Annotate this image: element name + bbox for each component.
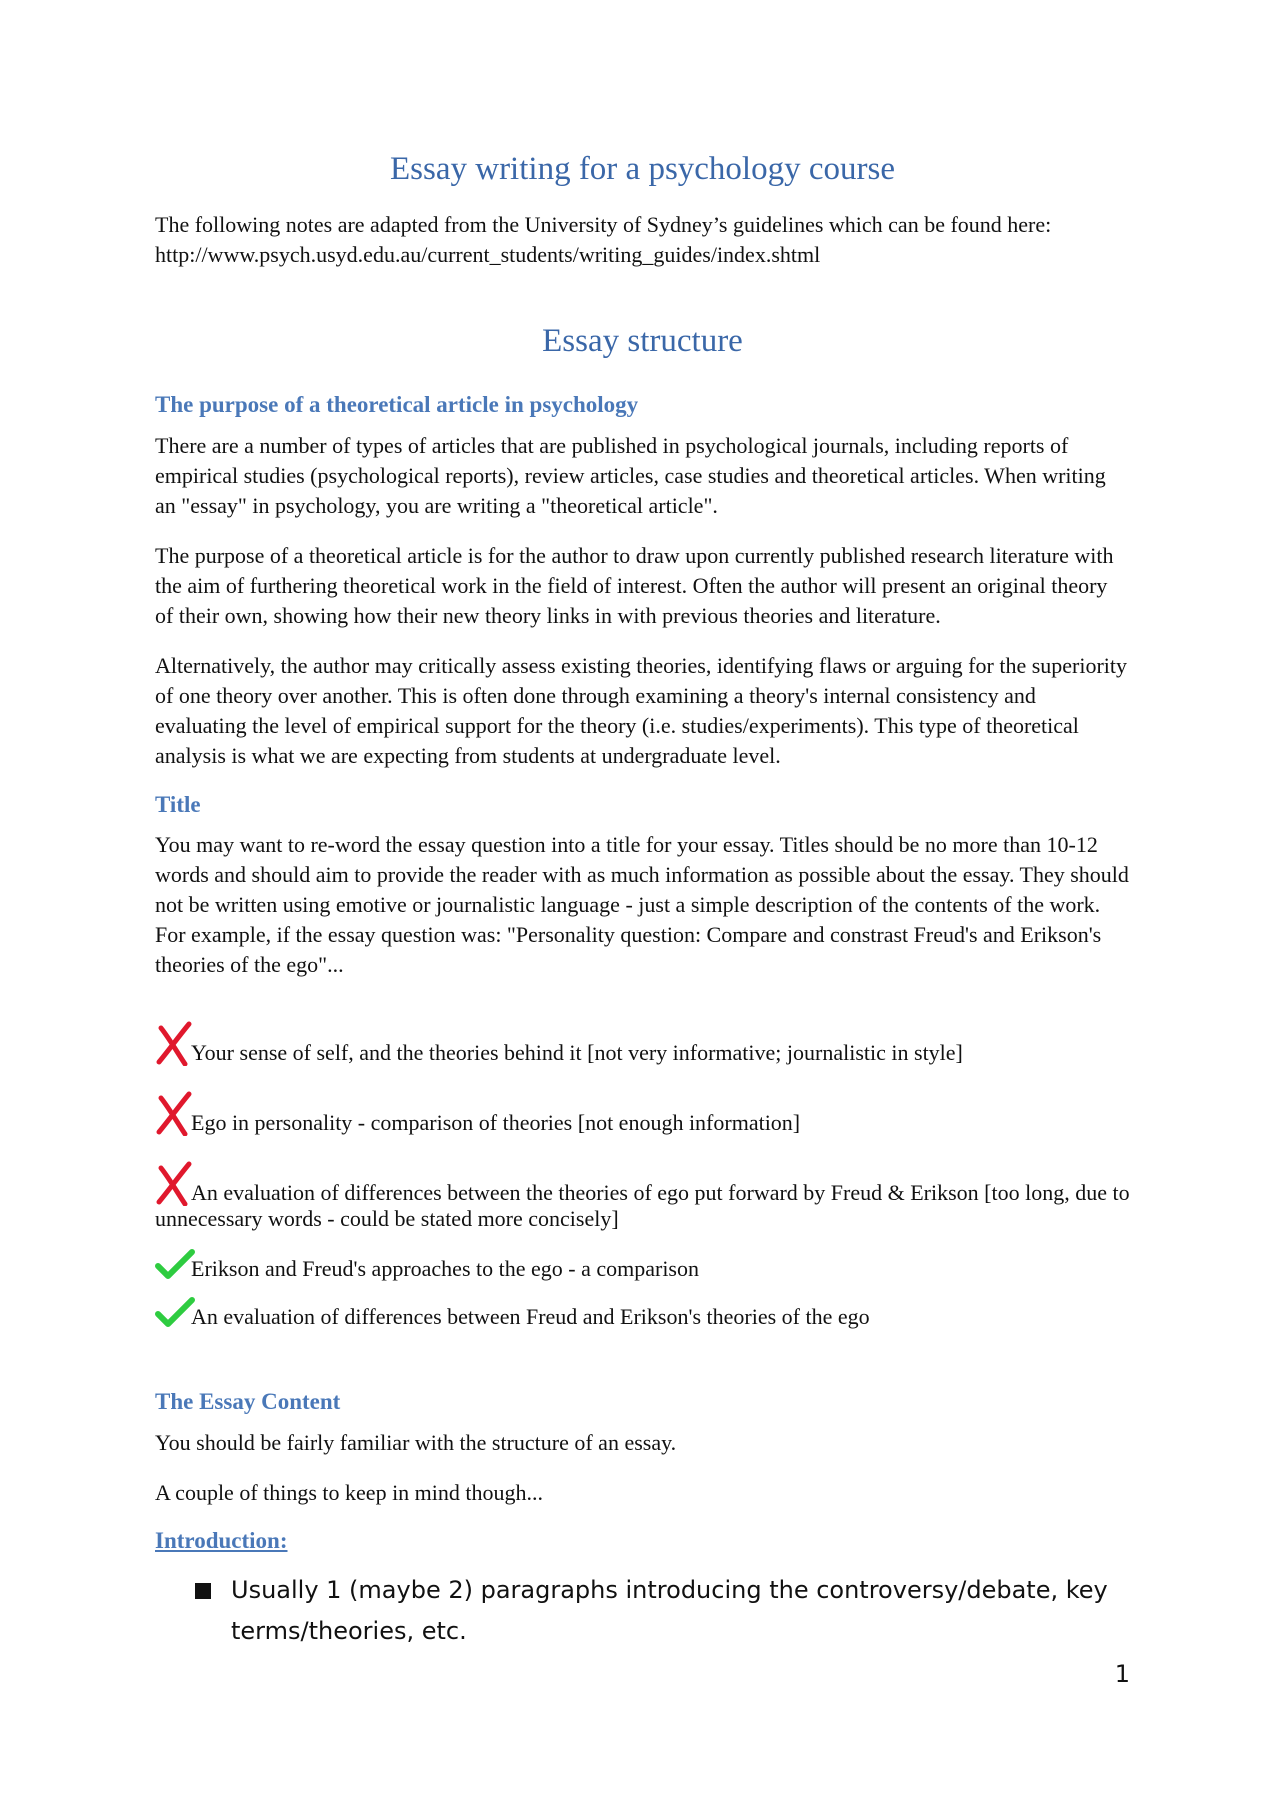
example-item [155,1020,1130,1066]
title-heading: Title [155,791,201,817]
example-text: Erikson and Freud's approaches to the ego - a comparison [191,1256,699,1282]
example-item [155,1160,1130,1232]
introduction-subheading: Introduction: [155,1527,288,1553]
content-paragraph-1: You should be fairly familiar with the structure of an essay. [155,1429,677,1455]
cross-icon [155,1090,195,1136]
purpose-paragraph-1: There are a number of types of articles that are published in psychological journals, including reports of empirical studies (psychological reports), review articles, case studies and theoretical articles. When writing an "essay" in psychology, you are writing a "theoretical article". [155,432,1106,518]
cross-icon [155,1020,195,1066]
example-item [155,1248,1130,1282]
example-item [155,1296,1130,1330]
section-title: Essay structure [542,322,743,359]
square-bullet-icon [195,1583,211,1599]
purpose-heading: The purpose of a theoretical article in psychology [155,392,639,418]
example-text: Your sense of self, and the theories behind it [not very informative; journalistic in style] [191,1040,963,1066]
example-text: An evaluation of differences between the theories of ego put forward by Freud & Erikson [too long, due to unnecessary words - could be stated more concisely] [155,1180,1130,1232]
intro-text: The following notes are adapted from the University of Sydney’s guidelines which can be found here: [155,211,1052,237]
source-url[interactable]: http://www.psych.usyd.edu.au/current_students/writing_guides/index.shtml [155,241,821,267]
document-page [155,150,1130,1652]
document-title: Essay writing for a psychology course [390,151,895,187]
example-text: Ego in personality - comparison of theories [not enough information] [191,1110,801,1136]
content-paragraph-2: A couple of things to keep in mind though... [155,1479,544,1505]
bullet-text: Usually 1 (maybe 2) paragraphs introducing the controversy/debate, key terms/theories, etc. [231,1575,1108,1645]
cross-icon [155,1160,195,1206]
purpose-paragraph-3: Alternatively, the author may critically assess existing theories, identifying flaws or arguing for the superiority of one theory over another. This is often done through examining a theory's internal consistency and evaluating the level of empirical support for the theory (i.e. studies/experiments). This type of theoretical analysis is what we are expecting from students at undergraduate level. [155,652,1128,768]
title-paragraph: You may want to re-word the essay question into a title for your essay. Titles should be no more than 10-12 words and should aim to provide the reader with as much information as possible about the essay. They should not be written using emotive or journalistic language - just a simple description of the contents of the work. For example, if the essay question was: "Personality question: Compare and constrast Freud's and Erikson's theories of the ego"... [155,832,1129,978]
check-icon [155,1296,195,1330]
page-number: 1 [1114,1660,1130,1688]
purpose-paragraph-2: The purpose of a theoretical article is for the author to draw upon currently published research literature with the aim of furthering theoretical work in the field of interest. Often the author will present an original theory of their own, showing how their new theory links in with previous theories and literature. [155,542,1114,628]
content-heading: The Essay Content [155,1389,341,1415]
example-text: An evaluation of differences between Freud and Erikson's theories of the ego [191,1304,870,1330]
list-item [195,1570,1130,1652]
example-item [155,1090,1130,1136]
check-icon [155,1248,195,1282]
